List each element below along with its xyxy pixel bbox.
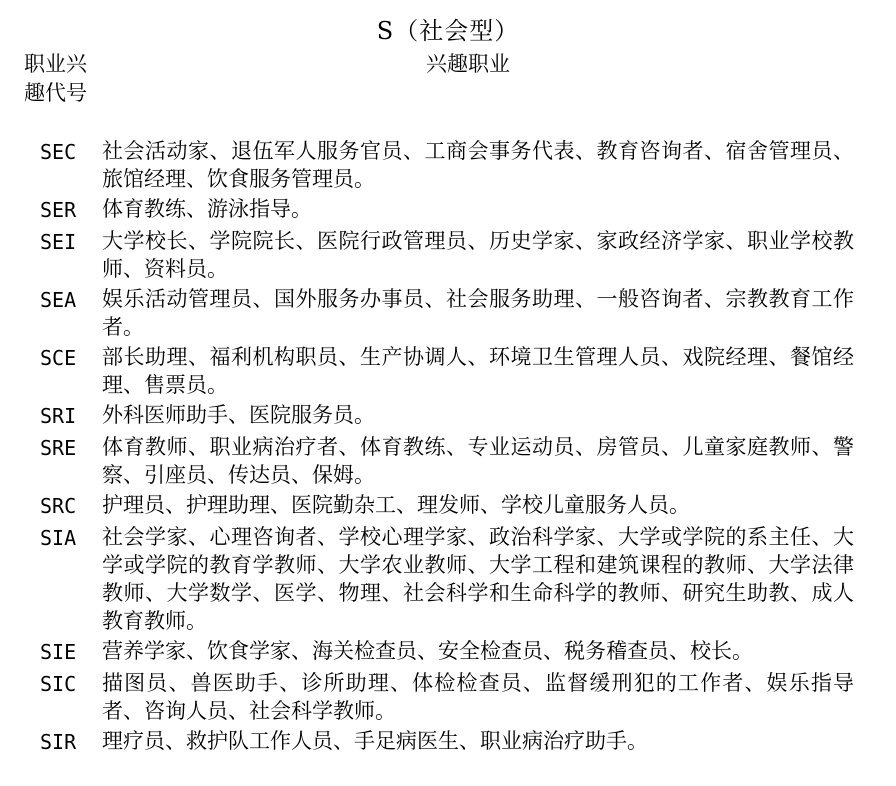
interest-code: SEC xyxy=(40,140,77,164)
occupation-list: 体育教师、职业病治疗者、体育教练、专业运动员、房管员、儿童家庭教师、警察、引座员、传达员、保姆。 xyxy=(102,435,854,487)
interest-code: SRC xyxy=(40,494,77,518)
occupation-table xyxy=(0,137,896,759)
table-row xyxy=(0,523,896,635)
interest-code: SCE xyxy=(40,346,77,370)
interest-code: SEI xyxy=(40,230,77,254)
table-row xyxy=(0,727,896,757)
interest-code: SIR xyxy=(40,730,77,754)
interest-code: SEA xyxy=(40,288,77,312)
table-row xyxy=(0,433,896,489)
table-row xyxy=(0,669,896,725)
interest-code: SRE xyxy=(40,436,77,460)
occupation-list: 社会学家、心理咨询者、学校心理学家、政治科学家、大学或学院的系主任、大学或学院的教育学教师、大学农业教师、大学工程和建筑课程的教师、大学法律教师、大学数学、医学、物理、社会科学和生命科学的教师、研究生助教、成人教育教师。 xyxy=(102,525,854,633)
occupation-list: 营养学家、饮食学家、海关检查员、安全检查员、税务稽查员、校长。 xyxy=(102,639,753,663)
occupation-list: 大学校长、学院院长、医院行政管理员、历史学家、家政经济学家、职业学校教师、资料员。 xyxy=(102,229,854,281)
table-row xyxy=(0,491,896,521)
table-row xyxy=(0,401,896,431)
occupation-list: 描图员、兽医助手、诊所助理、体检检查员、监督缓刑犯的工作者、娱乐指导者、咨询人员、社会科学教师。 xyxy=(102,671,854,723)
page-title: S（社会型） xyxy=(376,17,520,45)
occupation-list: 体育教练、游泳指导。 xyxy=(102,197,312,221)
occupation-list: 部长助理、福利机构职员、生产协调人、环境卫生管理人员、戏院经理、餐馆经理、售票员。 xyxy=(102,345,854,397)
occupation-list: 理疗员、救护队工作人员、手足病医生、职业病治疗助手。 xyxy=(102,729,648,753)
occupation-list: 娱乐活动管理员、国外服务办事员、社会服务助理、一般咨询者、宗教教育工作者。 xyxy=(102,287,854,339)
table-row xyxy=(0,137,896,193)
interest-code: SIC xyxy=(40,672,77,696)
interest-code: SIA xyxy=(40,526,77,550)
occupation-list: 护理员、护理助理、医院勤杂工、理发师、学校儿童服务人员。 xyxy=(102,493,690,517)
table-row xyxy=(0,637,896,667)
interest-code: SER xyxy=(40,198,77,222)
table-row xyxy=(0,227,896,283)
occupation-list: 社会活动家、退伍军人服务官员、工商会事务代表、教育咨询者、宿舍管理员、旅馆经理、饮食服务管理员。 xyxy=(102,139,854,191)
interest-code: SIE xyxy=(40,640,77,664)
table-row xyxy=(0,343,896,399)
occupation-list: 外科医师助手、医院服务员。 xyxy=(102,403,375,427)
table-row xyxy=(0,195,896,225)
column-header-occupations: 兴趣职业 xyxy=(426,52,510,76)
column-header-code: 职业兴趣代号 xyxy=(24,52,87,105)
table-row xyxy=(0,285,896,341)
interest-code: SRI xyxy=(40,404,77,428)
